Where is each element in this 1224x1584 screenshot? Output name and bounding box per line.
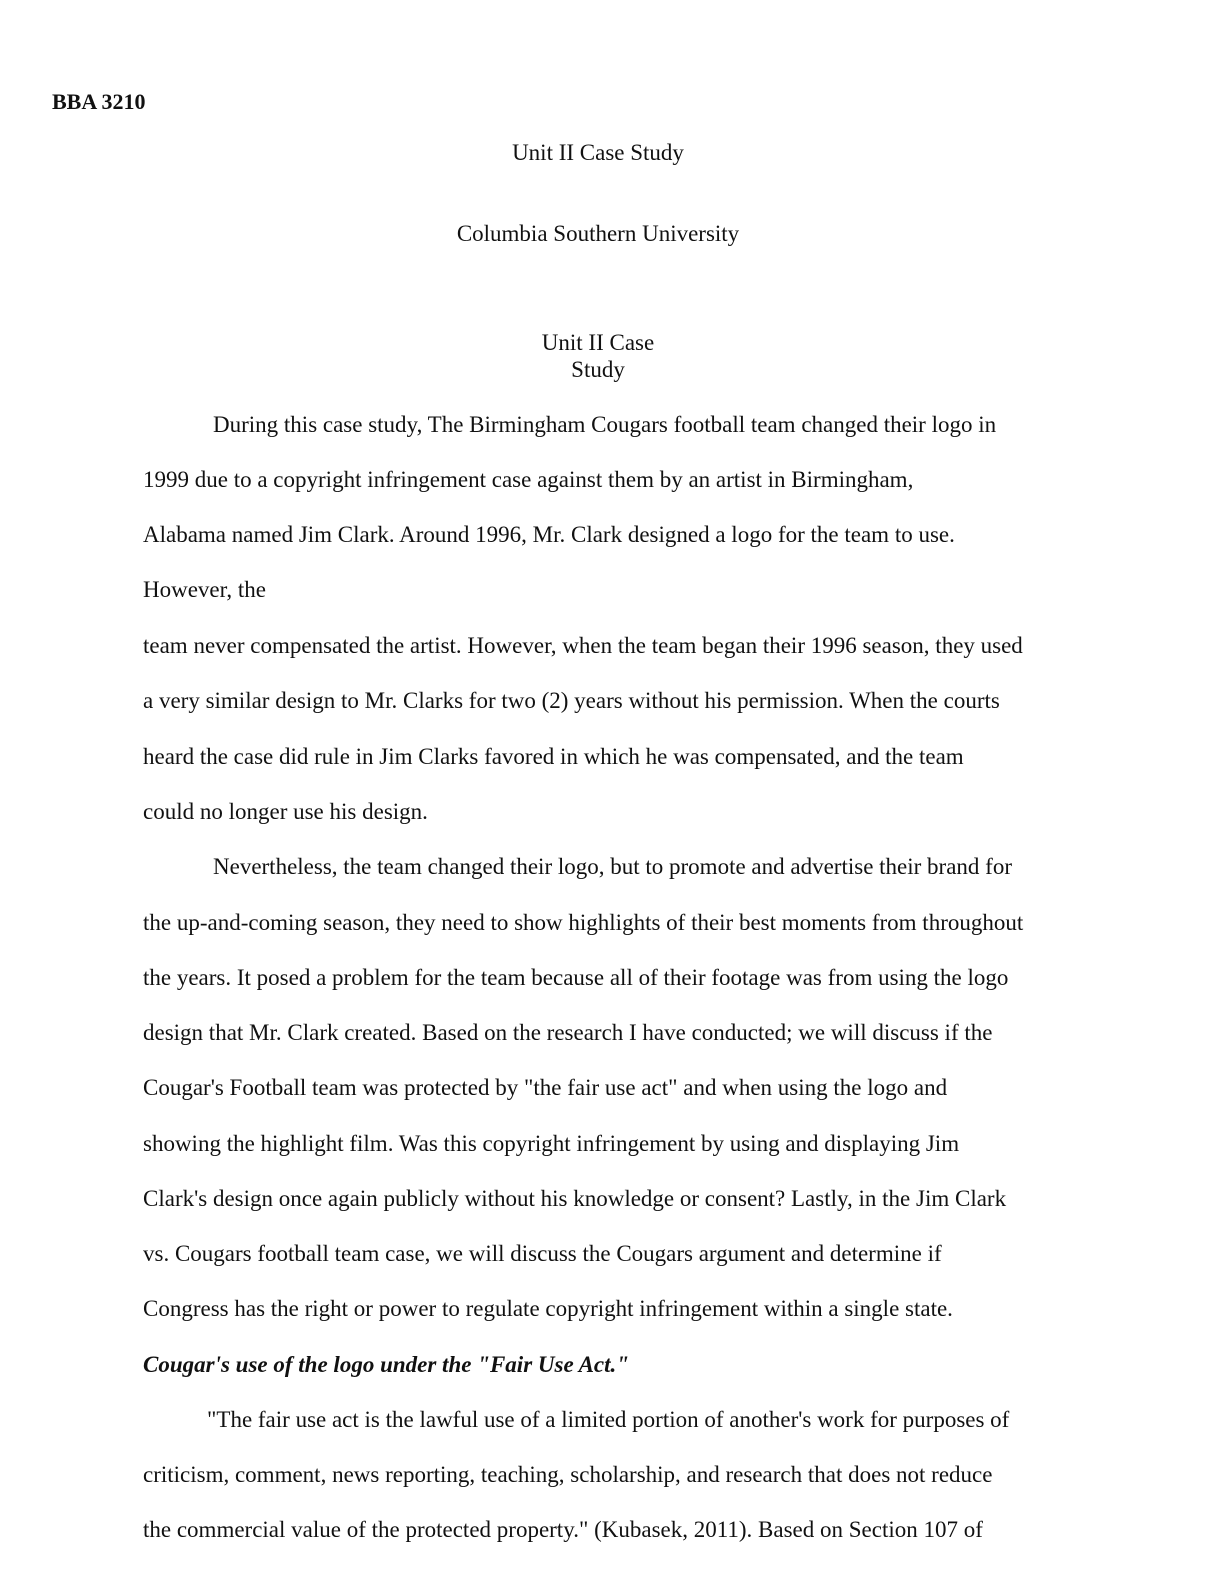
paragraph-line: Alabama named Jim Clark. Around 1996, Mr. Clark designed a logo for the team to use. bbox=[143, 522, 955, 547]
section-heading: Cougar's use of the logo under the "Fair Use Act." bbox=[143, 1352, 630, 1377]
paragraph-line: 1999 due to a copyright infringement case against them by an artist in Birmingham, bbox=[143, 467, 914, 492]
paragraph-line: design that Mr. Clark created. Based on the research I have conducted; we will discuss if the bbox=[143, 1020, 993, 1045]
university-name: Columbia Southern University bbox=[456, 221, 740, 246]
paragraph-line: the up-and-coming season, they need to show highlights of their best moments from throughout bbox=[143, 910, 1024, 935]
paragraph-line: vs. Cougars football team case, we will discuss the Cougars argument and determine if bbox=[143, 1241, 942, 1266]
paragraph-line: However, the bbox=[143, 577, 266, 602]
paragraph-line: a very similar design to Mr. Clarks for two (2) years without his permission. When the courts bbox=[143, 688, 1000, 713]
paragraph-line: "The fair use act is the lawful use of a limited portion of another's work for purposes of bbox=[207, 1407, 1010, 1432]
body-title-line-1: Unit II Case bbox=[541, 330, 655, 355]
body-title bbox=[0, 329, 1210, 383]
paragraph-line: could no longer use his design. bbox=[143, 799, 428, 824]
paragraph-line: Congress has the right or power to regulate copyright infringement within a single state. bbox=[143, 1296, 953, 1321]
paragraph-line: During this case study, The Birmingham Cougars football team changed their logo in bbox=[213, 412, 997, 437]
paragraph-line: Cougar's Football team was protected by "the fair use act" and when using the logo and bbox=[143, 1075, 948, 1100]
page-title: Unit II Case Study bbox=[512, 140, 684, 165]
paragraph-line: Nevertheless, the team changed their logo, but to promote and advertise their brand for bbox=[213, 854, 1012, 879]
paragraph-line: the years. It posed a problem for the team because all of their footage was from using the logo bbox=[143, 965, 1009, 990]
paragraph-line: heard the case did rule in Jim Clarks favored in which he was compensated, and the team bbox=[143, 744, 964, 769]
body-title-line-2: Study bbox=[571, 357, 625, 382]
paragraph-line: team never compensated the artist. However, when the team began their 1996 season, they used bbox=[143, 633, 1023, 658]
paragraph-line: criticism, comment, news reporting, teaching, scholarship, and research that does not reduce bbox=[143, 1462, 993, 1487]
course-code: BBA 3210 bbox=[52, 89, 146, 114]
paragraph-line: the commercial value of the protected property." (Kubasek, 2011). Based on Section 107 of bbox=[143, 1517, 983, 1542]
paragraph-line: Clark's design once again publicly without his knowledge or consent? Lastly, in the Jim Clark bbox=[143, 1186, 1007, 1211]
paragraph-line: showing the highlight film. Was this copyright infringement by using and displaying Jim bbox=[143, 1131, 960, 1156]
